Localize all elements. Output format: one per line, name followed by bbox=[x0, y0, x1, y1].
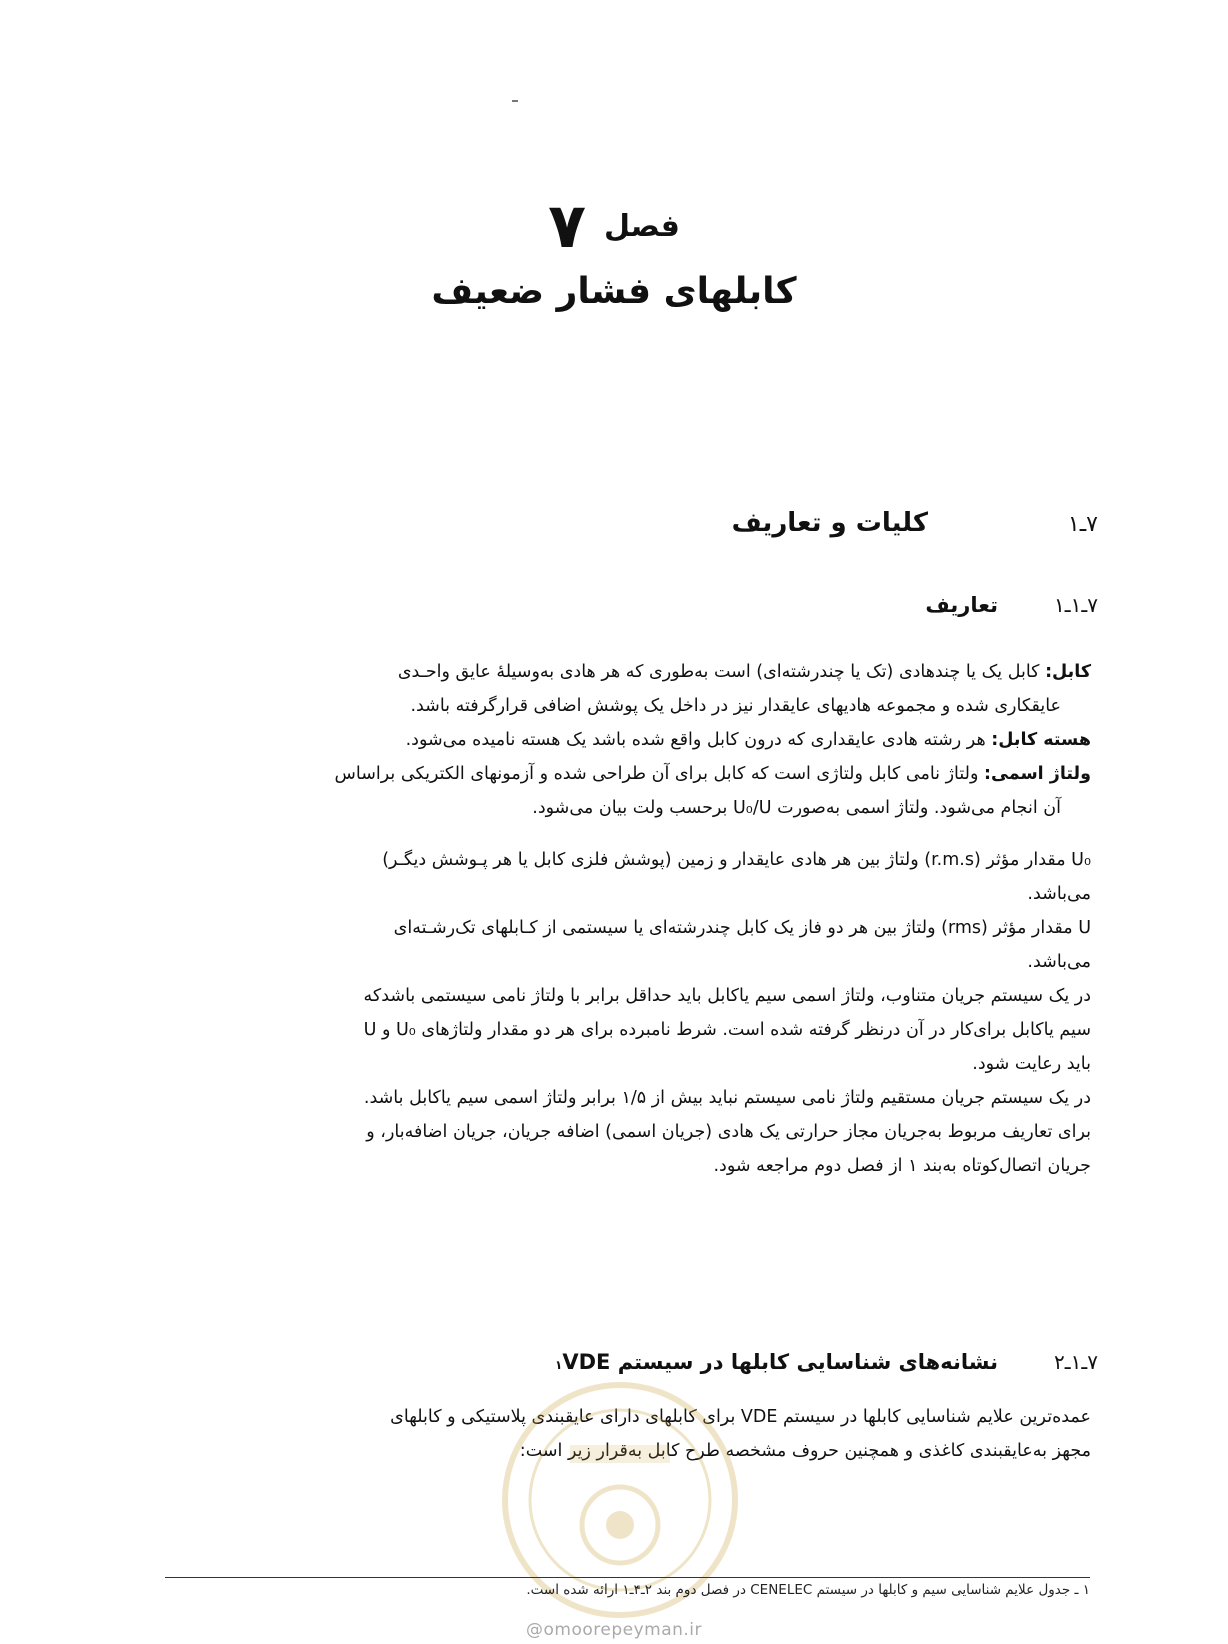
paragraph-line: U مقدار مؤثر (rms) ولتاژ بین هر دو فاز یک کابل چندرشته‌ای یا سیستمی از کـابلهای تک‌رشـته‌ای bbox=[393, 918, 1091, 938]
paragraph-line: می‌باشد. bbox=[1027, 952, 1091, 972]
footnote-marker: ۱ bbox=[555, 1358, 563, 1372]
definitions-body bbox=[175, 655, 1091, 1183]
definition-text: ولتاژ نامی کابل ولتاژی است که کابل برای آن طراحی شده و آزمونهای الکتریکی براساس bbox=[334, 764, 985, 784]
paragraph-line: عمده‌ترین علایم شناسایی کابلها در سیستم VDE برای کابلهای دارای عایقبندی پلاستیکی و کابلهای bbox=[390, 1407, 1091, 1427]
definition-continuation: عایقکاری شده و مجموعه هادیهای عایقدار نیز در داخل یک پوشش اضافی قرارگرفته باشد. bbox=[410, 696, 1061, 716]
cable-definition bbox=[175, 655, 1091, 689]
definition-continuation: آن انجام می‌شود. ولتاژ اسمی به‌صورت U₀/U برحسب ولت بیان می‌شود. bbox=[532, 798, 1061, 818]
site-watermark: @omoorepeyman.ir bbox=[525, 1620, 703, 1640]
paragraph-line: می‌باشد. bbox=[1027, 884, 1091, 904]
subsection-heading-vde bbox=[555, 1350, 1098, 1374]
subsection-title: تعاریف bbox=[925, 593, 998, 617]
chapter-title: کابلهای فشار ضعیف bbox=[431, 271, 797, 312]
chapter-header bbox=[0, 189, 1228, 312]
definition-term: کابل: bbox=[1045, 662, 1091, 682]
definition-term: ولتاژ اسمی: bbox=[984, 764, 1091, 784]
page-speck bbox=[512, 100, 518, 102]
section-title: کلیات و تعاریف bbox=[731, 508, 928, 538]
subsection-heading-definitions bbox=[925, 593, 1098, 617]
core-definition bbox=[175, 723, 1091, 757]
paragraph-line: در یک سیستم جریان متناوب، ولتاژ اسمی سیم یاکابل باید حداقل برابر با ولتاژ نامی سیستمی باشدکه bbox=[363, 986, 1091, 1006]
definition-text: کابل یک یا چندهادی (تک یا چندرشته‌ای) است به‌طوری که هر هادی به‌وسیلهٔ عایق واحـدی bbox=[397, 662, 1046, 682]
paragraph-line: باید رعایت شود. bbox=[972, 1054, 1091, 1074]
chapter-line bbox=[0, 189, 1228, 262]
paragraph-line: سیم یاکابل برای‌کار در آن درنظر گرفته شده است. شرط نامبرده برای هر دو مقدار ولتاژهای U₀ و U bbox=[363, 1020, 1091, 1040]
section-number: ۷ـ۱ bbox=[1067, 512, 1098, 537]
footnote: ۱ ـ جدول علایم شناسایی سیم و کابلها در سیستم CENELEC در فصل دوم بند ۲ـ۴ـ۱ ارائه شده است. bbox=[526, 1582, 1090, 1598]
chapter-number: ۷ bbox=[548, 189, 586, 262]
definition-text: هر رشته هادی عایقداری که درون کابل واقع شده باشد یک هسته نامیده می‌شود. bbox=[405, 730, 992, 750]
paragraph-line: جریان اتصال‌کوتاه به‌بند ۱ از فصل دوم مراجعه شود. bbox=[713, 1156, 1091, 1176]
paragraph-line: U₀ مقدار مؤثر (r.m.s) ولتاژ بین هر هادی عایقدار و زمین (پوشش فلزی کابل یا هر پـوشش دیگـر) bbox=[382, 850, 1091, 870]
subsection-title: نشانه‌های شناسایی کابلها در سیستم VDE bbox=[562, 1350, 998, 1374]
voltage-definition bbox=[175, 757, 1091, 791]
definition-term: هسته کابل: bbox=[991, 730, 1091, 750]
subsection-number: ۷ـ۱ـ۲ bbox=[1054, 1350, 1098, 1374]
chapter-word: فصل bbox=[603, 208, 680, 244]
paragraph-gap bbox=[175, 825, 1091, 843]
footnote-divider bbox=[165, 1577, 1090, 1578]
paragraph-line: مجهز به‌عایقبندی کاغذی و همچنین حروف مشخصه طرح کابل به‌قرار زیر است: bbox=[519, 1441, 1091, 1461]
section-heading bbox=[732, 508, 1098, 538]
paragraph-line: در یک سیستم جریان مستقیم ولتاژ نامی سیستم نباید بیش از ۱/۵ برابر ولتاژ اسمی سیم یاکابل باشد. bbox=[363, 1088, 1091, 1108]
subsection-number: ۷ـ۱ـ۱ bbox=[1054, 593, 1098, 617]
paragraph-line: برای تعاریف مربوط به‌جریان مجاز حرارتی یک هادی (جریان اسمی) اضافه جریان، جریان اضافه‌بار، و bbox=[366, 1122, 1091, 1142]
